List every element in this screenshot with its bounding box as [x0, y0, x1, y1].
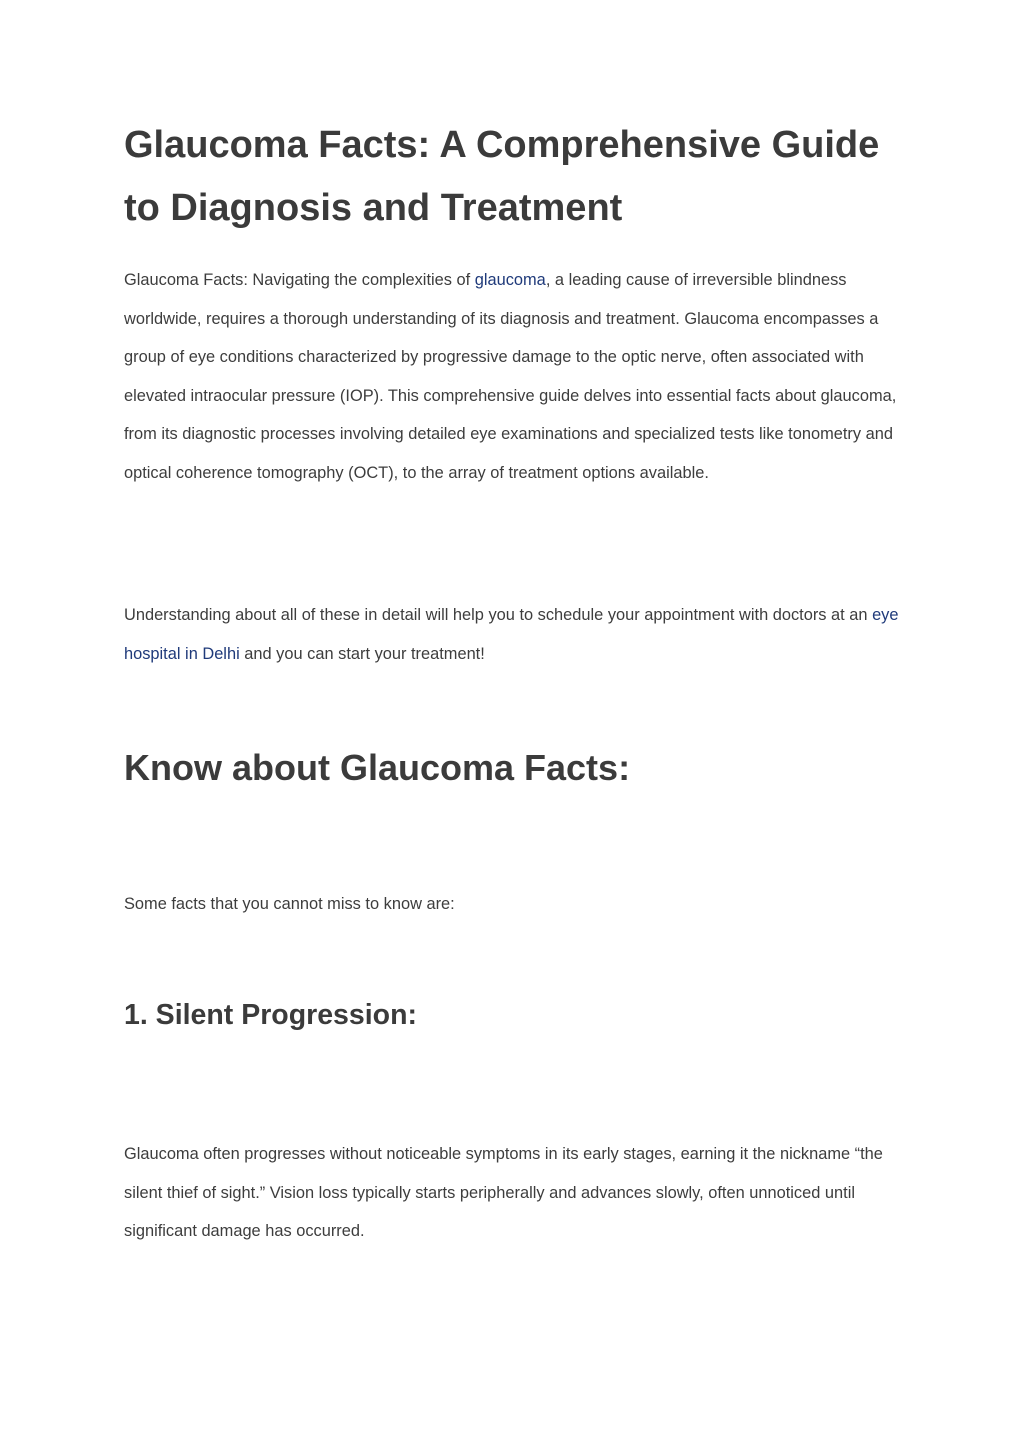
appointment-text-end: and you can start your treatment! — [239, 644, 485, 663]
glaucoma-link[interactable]: glaucoma — [474, 271, 546, 289]
fact-heading: 1. Silent Progression: — [124, 999, 417, 1031]
appointment-paragraph — [124, 596, 904, 673]
appointment-text-start: Understanding about all of these in detail will help you to schedule your appointment with doctors at an — [124, 606, 873, 624]
page-title: Glaucoma Facts: A Comprehensive Guide to Diagnosis and Treatment — [124, 124, 880, 229]
facts-intro-paragraph: Some facts that you cannot miss to know are: — [124, 895, 455, 913]
intro-text-end: , a leading cause of irreversible blindness worldwide, requires a thorough understanding of its diagnosis and treatment. Glaucoma encompasses a group of eye conditions characterized by progressive damage to the optic nerve, often associated with elevated intraocular pressure (IOP). This comprehensive guide delves into essential facts about glaucoma, from its diagnostic processes involving detailed eye examinations and specialized tests like tonometry and optical coherence tomography (OCT), to the array of treatment options available. — [124, 271, 897, 482]
intro-paragraph — [124, 261, 904, 493]
eye-hospital-delhi-link[interactable]: eye hospital in Delhi — [124, 606, 899, 663]
section-heading: Know about Glaucoma Facts: — [124, 747, 631, 788]
intro-text-start: Glaucoma Facts: Navigating the complexities of — [124, 271, 475, 289]
fact-body-paragraph: Glaucoma often progresses without noticeable symptoms in its early stages, earning it the nickname “the silent thief of sight.” Vision loss typically starts peripherally and advances slowly, often unnoticed until significant damage has occurred. — [124, 1145, 883, 1241]
